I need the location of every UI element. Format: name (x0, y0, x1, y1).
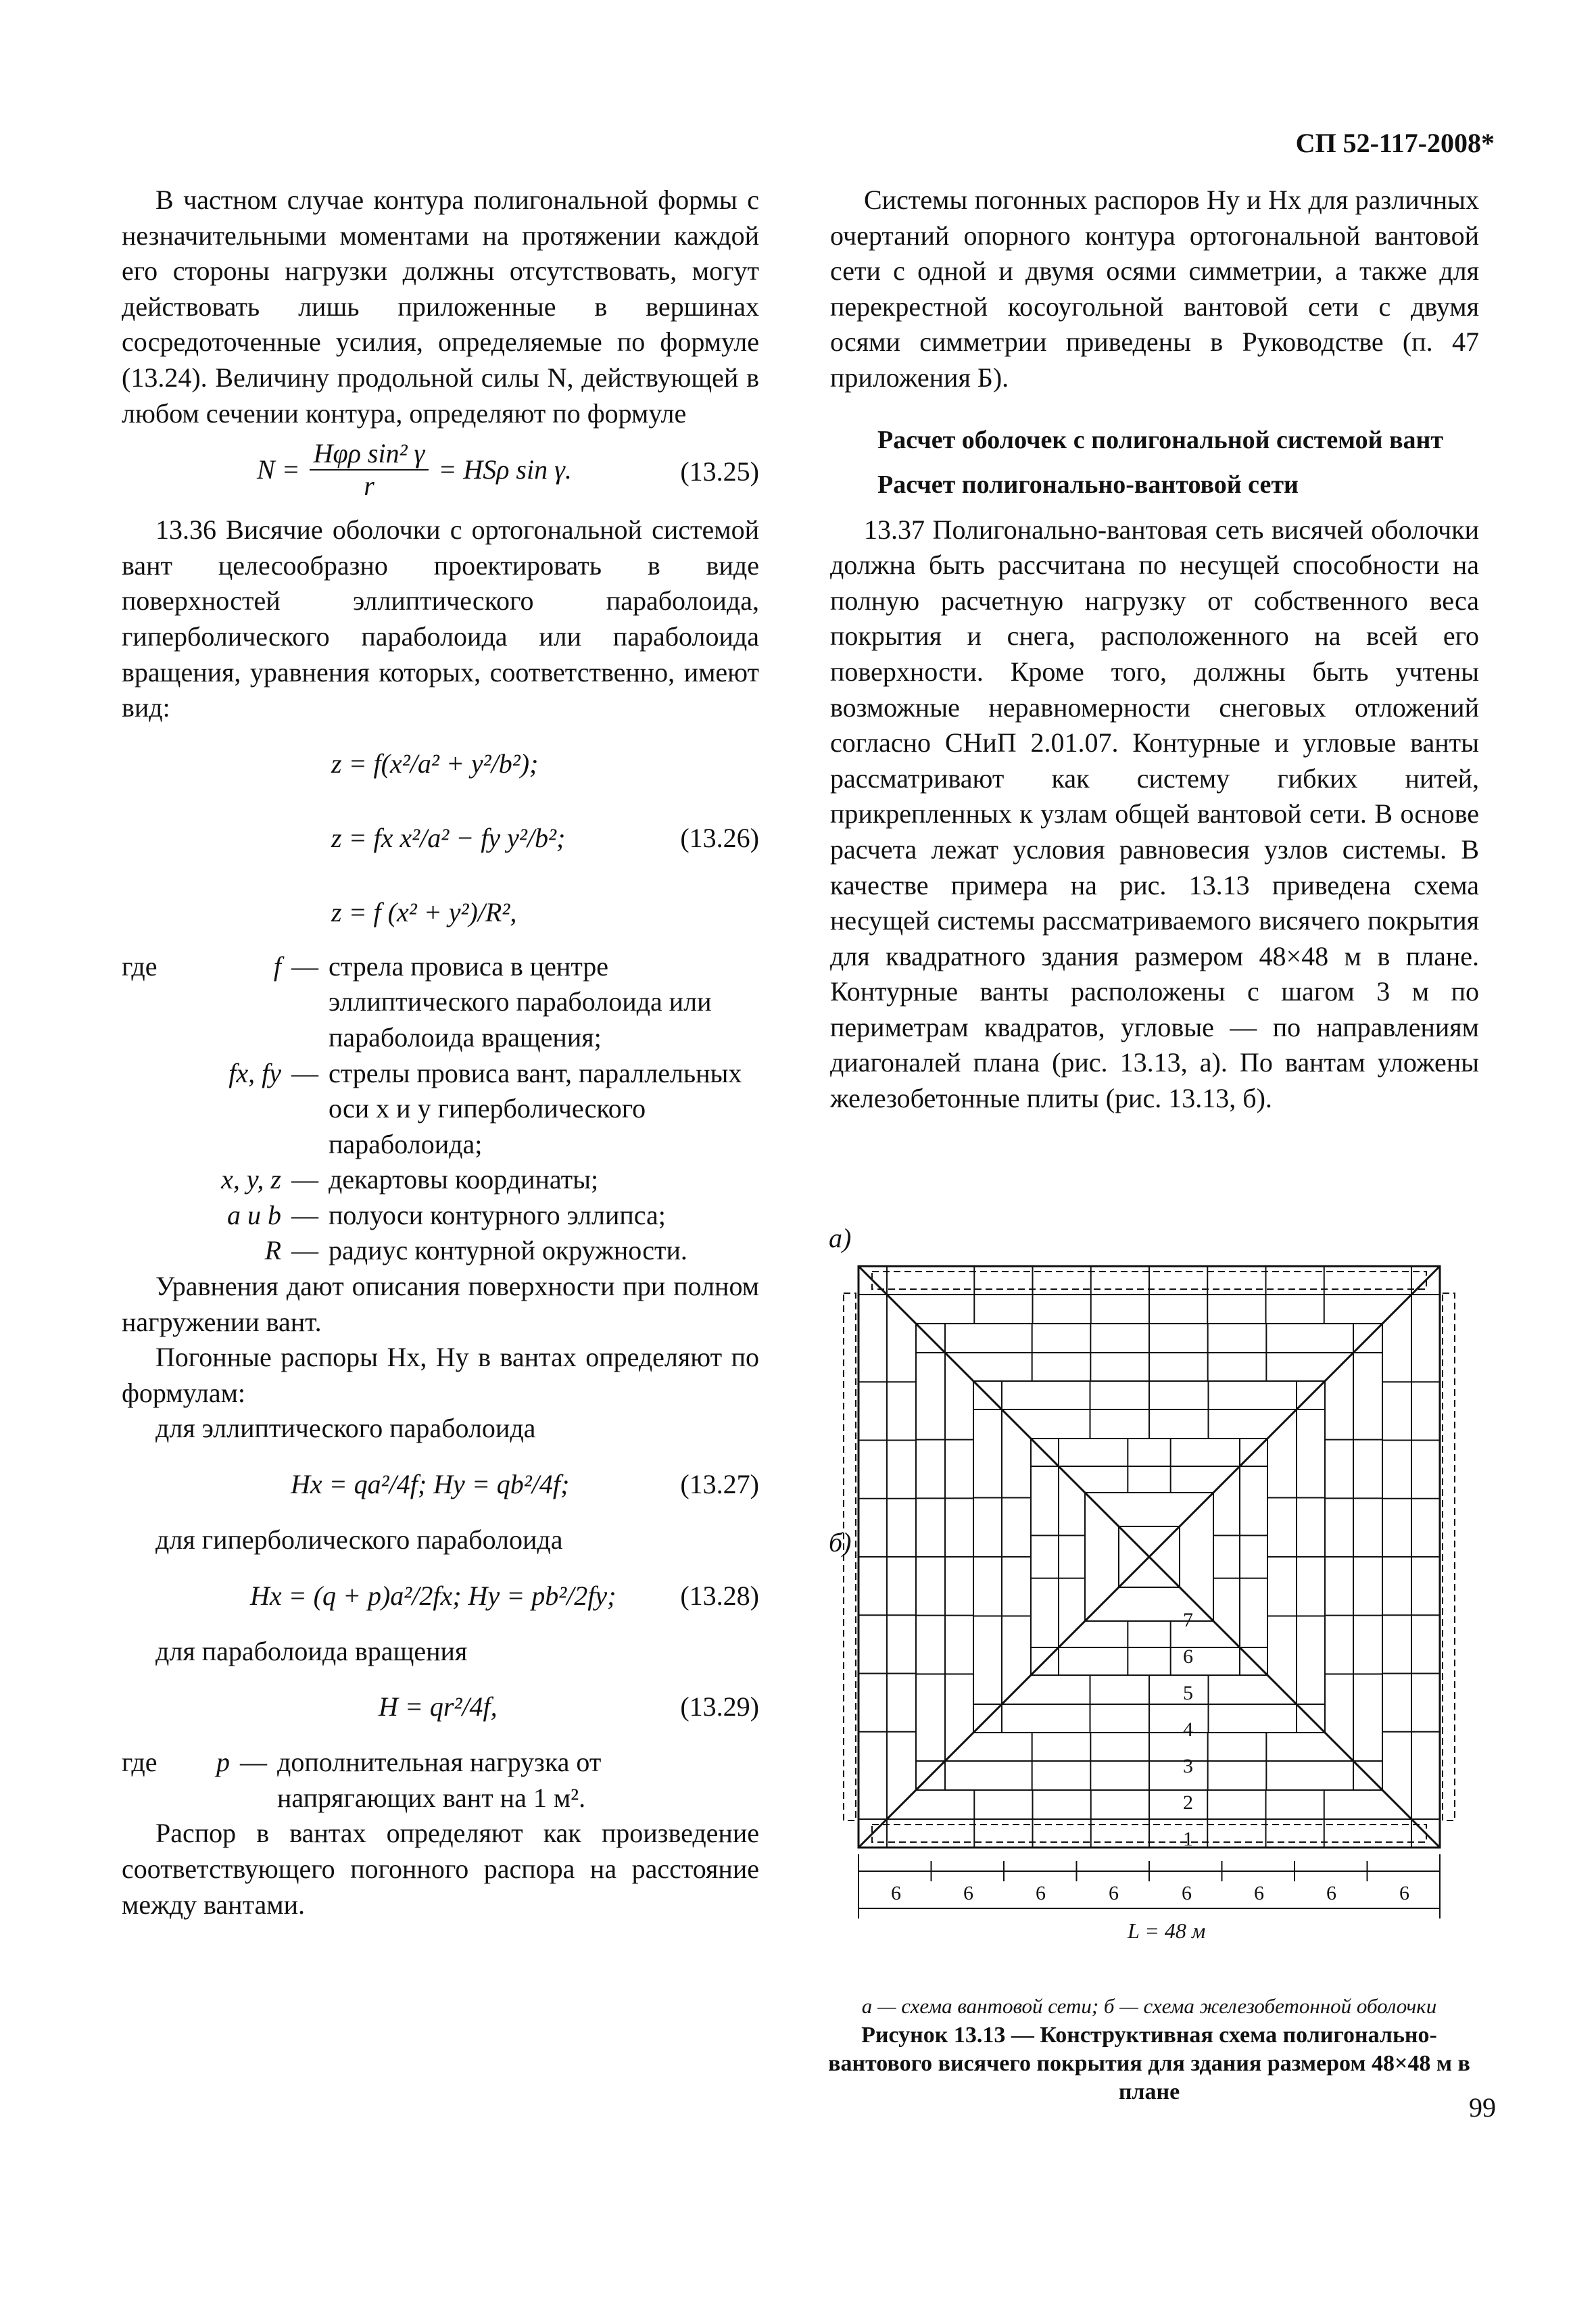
span-label: 6 (963, 1882, 973, 1904)
left-column (122, 183, 759, 1923)
definition-text: стрела провиса в центре эллиптического параболоида или параболоида вращения; (329, 950, 712, 1053)
definition-term: fx, fy (228, 1057, 281, 1088)
document-code: СП 52-117-2008* (1295, 128, 1495, 158)
ring-number: 7 (1183, 1609, 1193, 1631)
paragraph: Системы погонных распоров Hy и Hx для различных очертаний опорного контура ортогональной вантовой сети с одной и двумя осями симметрии, а также для перекрестной косоугольной вантовой сети с двумя осями симметрии приведены в Руководстве (п. 47 приложения Б). (830, 185, 1479, 393)
formula-13-27 (122, 1447, 759, 1522)
ring-number: 2 (1183, 1791, 1193, 1814)
right-column (830, 183, 1479, 1117)
formula-number: (13.29) (680, 1691, 759, 1722)
definition-text: декартовы координаты; (329, 1164, 599, 1195)
definition-term: R (264, 1235, 281, 1266)
definition-text: стрелы провиса вант, параллельных оси x и y гиперболического параболоида; (329, 1057, 742, 1159)
paragraph: Распор в вантах определяют как произведение соответствующего погонного распора на расстояние между вантами. (122, 1818, 759, 1920)
ring-number: 4 (1183, 1718, 1193, 1741)
definition-term: p (216, 1747, 230, 1778)
where-label: где (122, 950, 158, 982)
section-heading: Расчет полигонально-вантовой сети (877, 470, 1299, 499)
formula-number: (13.27) (680, 1469, 759, 1500)
where-label: где (122, 1747, 158, 1778)
definitions: где f — стрела провиса в центре эллиптического параболоида или параболоида вращения; fx, fy — стрелы провиса вант, параллельных оси x и y гиперболического параболоида; x, y, z — декартовы координаты; a и b — полуоси контурного эллипса; R — радиус контурной окружности. (122, 949, 759, 1269)
span-label: 6 (891, 1882, 901, 1904)
formula-intro: для гиперболического параболоида (155, 1524, 563, 1555)
paragraph: Уравнения дают описания поверхности при полном нагружении вант. (122, 1271, 759, 1337)
ring-number: 3 (1183, 1755, 1193, 1777)
formula-13-29 (122, 1669, 759, 1745)
formula-intro: для эллиптического параболоида (155, 1413, 536, 1444)
ring-number: 1 (1183, 1828, 1193, 1850)
span-label: 6 (1254, 1882, 1264, 1904)
paragraph: Погонные распоры Hx, Hy в вантах определяют по формулам: (122, 1342, 759, 1408)
formula-13-25 (122, 431, 759, 512)
ring-number: 6 (1183, 1645, 1193, 1668)
cable-net-diagram (838, 1253, 1474, 1922)
page-number: 99 (1469, 2092, 1496, 2123)
formula-13-28 (122, 1558, 759, 1634)
formula-number: (13.25) (680, 456, 759, 487)
formula-lhs: N = (257, 454, 300, 485)
definitions: где p — дополнительная нагрузка от напрягающих вант на 1 м². (122, 1745, 759, 1816)
definition-term: x, y, z (221, 1164, 281, 1195)
span-label: 6 (1326, 1882, 1336, 1904)
span-label: 6 (1109, 1882, 1119, 1904)
figure-label-b: б) (829, 1527, 852, 1558)
formula-line: z = f(x²/a² + y²/b²); (331, 748, 539, 779)
paragraph: 13.36 Висячие оболочки с ортогональной системой вант целесообразно проектировать в виде поверхностей эллиптического параболоида, гиперболического параболоида или параболоида вращения, уравнения которых, соответственно, имеют вид: (122, 514, 759, 723)
definition-text: радиус контурной окружности. (329, 1235, 687, 1266)
formula-line: z = fx x²/a² − fy y²/b²; (331, 822, 566, 853)
formula-line: z = f (x² + y²)/R², (331, 896, 517, 927)
figure-legend: а — схема вантовой сети; б — схема железобетонной оболочки (861, 1994, 1437, 2018)
span-label: 6 (1182, 1882, 1192, 1904)
span-label: 6 (1036, 1882, 1046, 1904)
formula-denominator: r (364, 471, 374, 502)
definition-text: дополнительная нагрузка от напрягающих вант на 1 м². (277, 1747, 602, 1813)
figure-label-a: а) (829, 1223, 852, 1253)
formula-line: Hx = qa²/4f; Hy = qb²/4f; (291, 1469, 570, 1500)
formula-numerator: Hφρ sin² γ (310, 438, 429, 471)
formula-rhs: = HSρ sin γ. (438, 454, 572, 485)
formula-number: (13.26) (680, 822, 759, 853)
figure-13-13 (804, 1222, 1494, 2104)
formula-line: Hx = (q + p)a²/2fx; Hy = pb²/2fy; (250, 1580, 616, 1611)
span-label: 6 (1399, 1882, 1409, 1904)
paragraph: 13.37 Полигонально-вантовая сеть висячей оболочки должна быть рассчитана по несущей способности на полную расчетную нагрузку от собственного веса покрытия и снега, расположенного на всей его поверхности. Кроме того, должны быть учтены возможные неравномерности снеговых отложений согласно СНиП 2.01.07. Контурные и угловые ванты рассматривают как систему гибких нитей, прикрепленных к узлам общей вантовой сети. В основе расчета лежат условия равновесия узлов системы. В качестве примера на рис. 13.13 приведена схема несущей системы рассматриваемого висячего покрытия для квадратного здания размером 48×48 м в плане. Контурные ванты расположены с шагом 3 м по периметрам квадратов, угловые — по направлениям диагоналей плана (рис. 13.13, а). По вантам уложены железобетонные плиты (рис. 13.13, б). (830, 514, 1479, 1114)
formula-intro: для параболоида вращения (155, 1635, 468, 1666)
formula-line: H = qr²/4f, (379, 1691, 498, 1722)
definition-text: полуоси контурного эллипса; (329, 1199, 666, 1230)
formula-number: (13.28) (680, 1580, 759, 1611)
definition-term: f (273, 950, 281, 982)
definition-term: a и b (227, 1199, 281, 1230)
figure-caption: Рисунок 13.13 — Конструктивная схема полигонально-вантового висячего покрытия для здания размером 48×48 м в плане (828, 2023, 1470, 2104)
total-length: L = 48 м (1128, 1919, 1206, 1943)
ring-number: 5 (1183, 1682, 1193, 1704)
section-heading: Расчет оболочек с полигональной системой вант (877, 425, 1444, 454)
paragraph: В частном случае контура полигональной формы с незначительными моментами на протяжении каждой его стороны нагрузки должны отсутствовать, могут действовать лишь приложенные в вершинах сосредоточенные усилия, определяемые по формуле (13.24). Величину продольной силы N, действующей в любом сечении контура, определяют по формуле (122, 185, 759, 429)
formula-13-26 (122, 726, 759, 949)
